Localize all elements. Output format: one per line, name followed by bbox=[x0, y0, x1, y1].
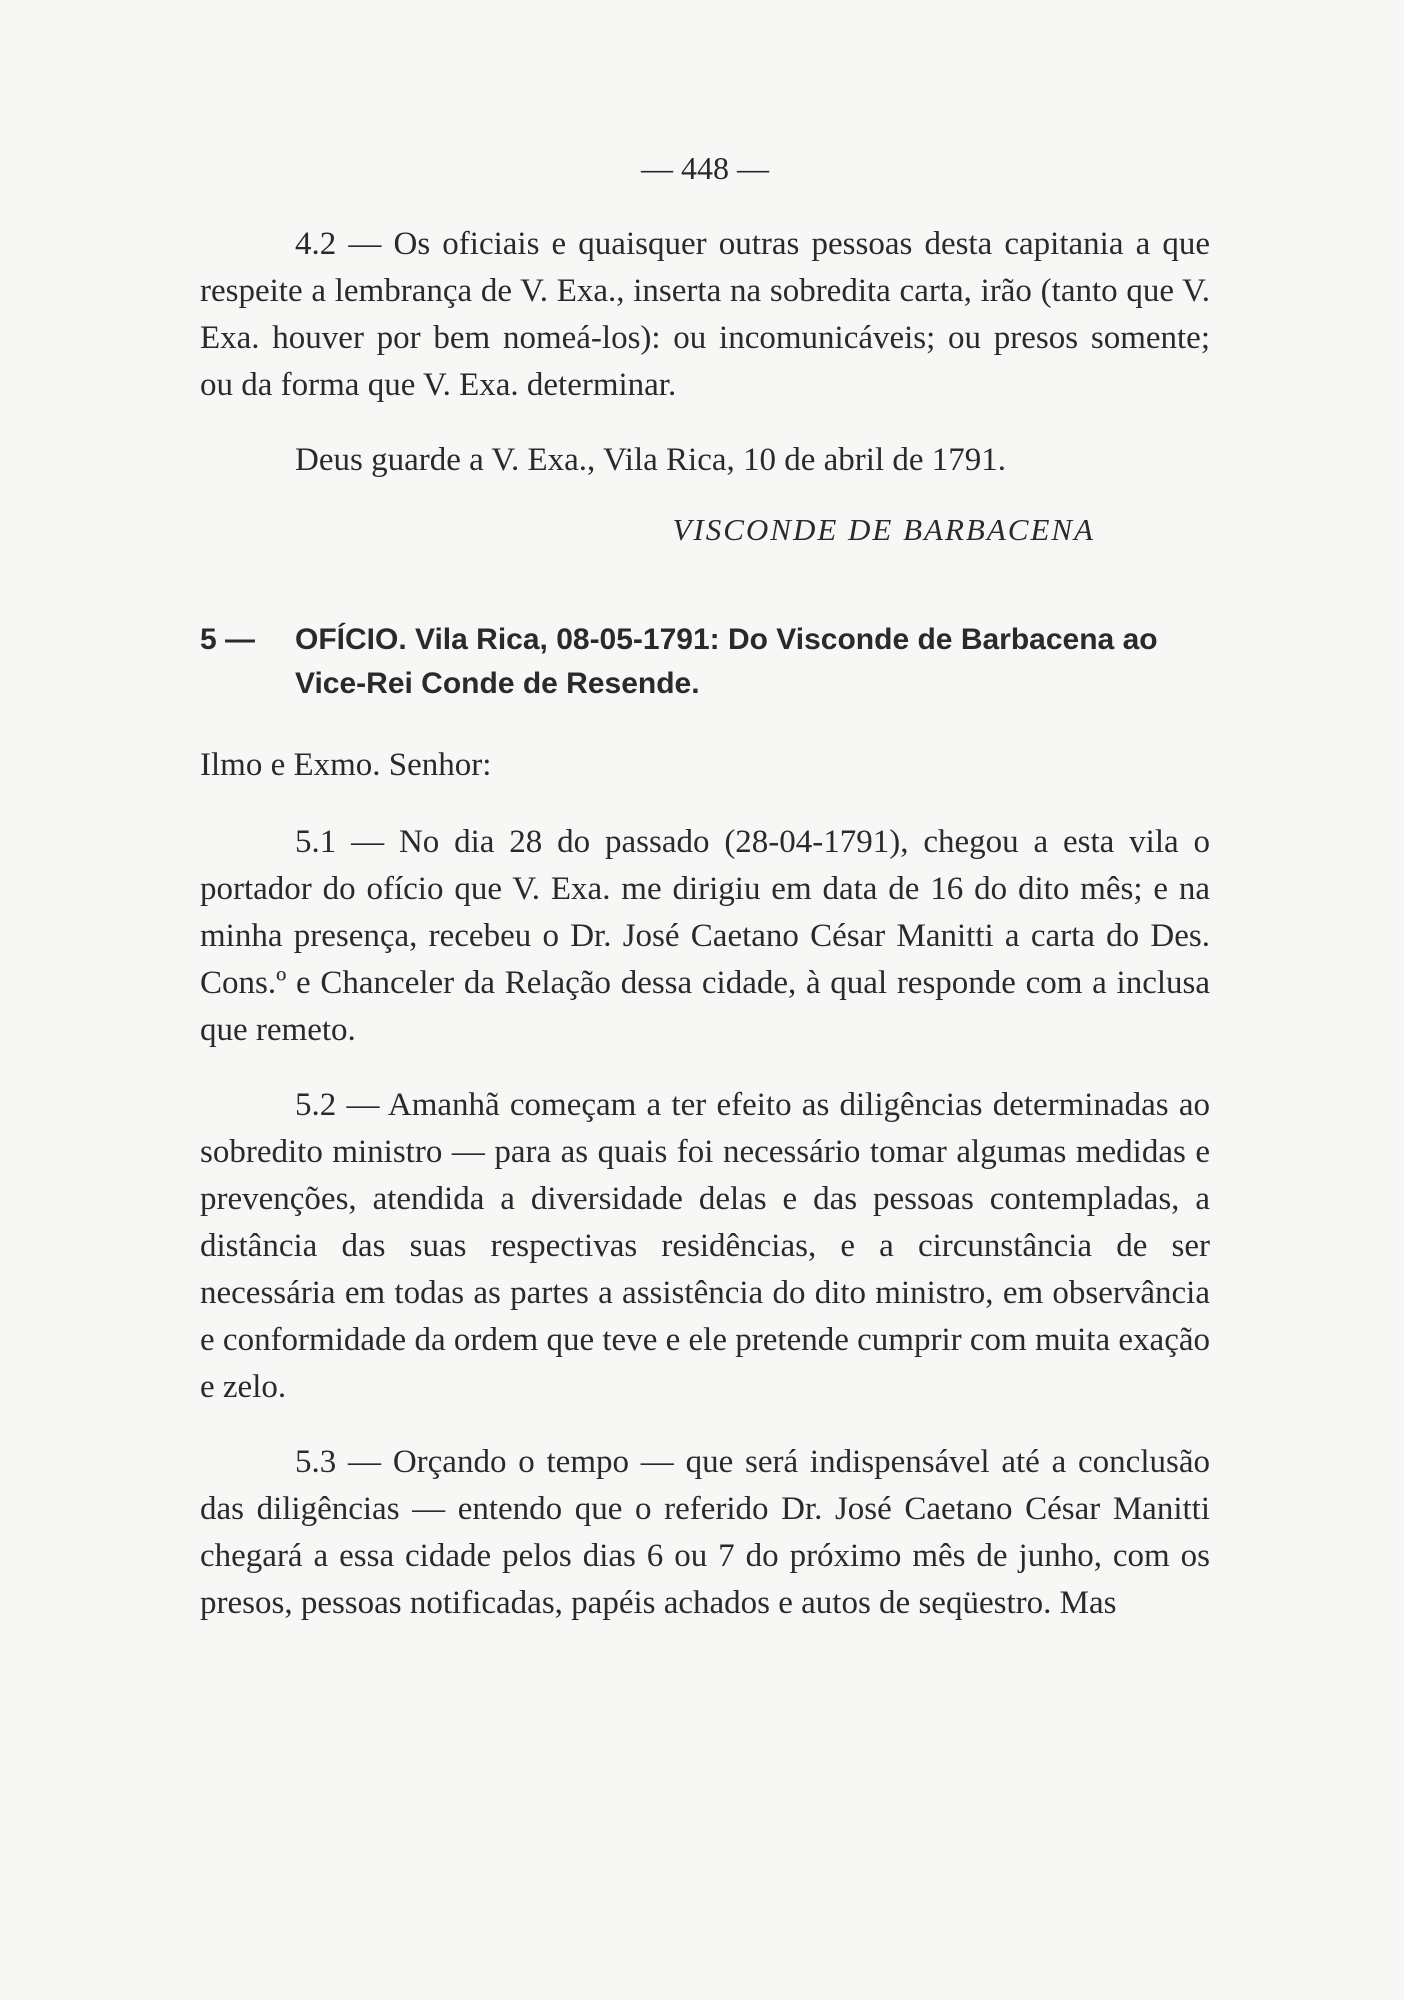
closing-line: Deus guarde a V. Exa., Vila Rica, 10 de abril de 1791. bbox=[295, 442, 1007, 478]
heading-text: OFÍCIO. Vila Rica, 08-05-1791: Do Visconde de Barbacena ao Vice-Rei Conde de Resende. bbox=[295, 623, 1158, 700]
signature: VISCONDE DE BARBACENA bbox=[672, 512, 1095, 547]
heading-number: 5 — bbox=[200, 623, 256, 656]
salutation: Ilmo e Exmo. Senhor: bbox=[200, 747, 492, 783]
paragraph-5-2: 5.2 — Amanhã começam a ter efeito as diligências determinadas ao sobredito ministro — para as quais foi necessário tomar algumas medidas e prevenções, atendida a diversidade delas e das pessoas contempladas, a distância das suas respectivas residências, e a circunstância de ser necessária em todas as partes a assistência do dito ministro, em observância e conformidade da ordem que teve e ele pretende cumprir com muita exação e zelo. bbox=[200, 1087, 1210, 1405]
section-heading bbox=[200, 618, 1210, 706]
document-page bbox=[200, 150, 1210, 1627]
paragraph-4-2: 4.2 — Os oficiais e quaisquer outras pessoas desta capitania a que respeite a lembrança de V. Exa., inserta na sobredita carta, irão (tanto que V. Exa. houver por bem nomeá-los): ou incomunicáveis; ou presos somente; ou da forma que V. Exa. determinar. bbox=[200, 226, 1210, 403]
paragraph-5-3: 5.3 — Orçando o tempo — que será indispensável até a conclusão das diligências — entendo que o referido Dr. José Caetano César Manitti chegará a essa cidade pelos dias 6 ou 7 do próximo mês de junho, com os presos, pessoas notificadas, papéis achados e autos de seqüestro. Mas bbox=[200, 1444, 1210, 1621]
page-number: — 448 — bbox=[641, 150, 769, 186]
paragraph-5-1: 5.1 — No dia 28 do passado (28-04-1791), chegou a esta vila o portador do ofício que V. Exa. me dirigiu em data de 16 do dito mês; e na minha presença, recebeu o Dr. José Caetano César Manitti a carta do Des. Cons.º e Chanceler da Relação dessa cidade, à qual responde com a inclusa que remeto. bbox=[200, 824, 1210, 1048]
